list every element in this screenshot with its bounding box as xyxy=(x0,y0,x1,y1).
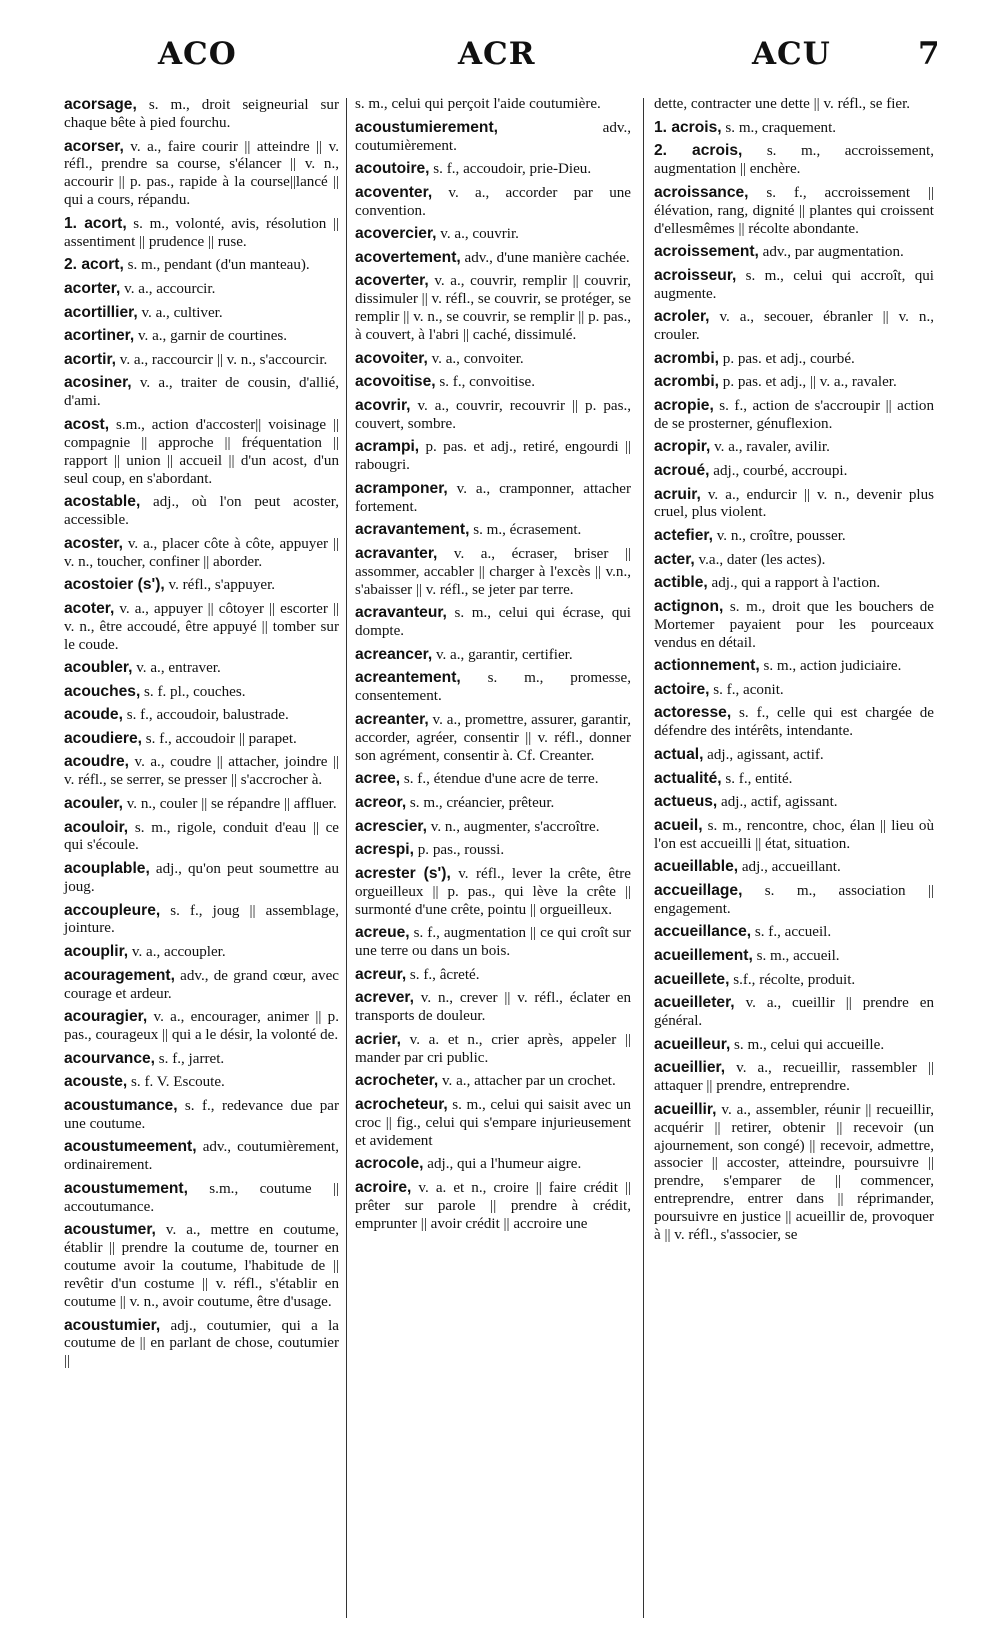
dictionary-entry xyxy=(64,967,339,1004)
dictionary-entry xyxy=(355,865,631,920)
entry-headword: actignon, xyxy=(654,597,724,615)
entry-headword: acouragement, xyxy=(64,966,175,984)
dictionary-entry xyxy=(64,659,339,678)
entry-definition: v. a., secouer, ébranler || v. n., crouler. xyxy=(654,309,934,344)
entry-definition: s. f., augmentation || ce qui croît sur une terre ou dans un bois. xyxy=(355,925,631,960)
dictionary-entry xyxy=(654,657,934,676)
dictionary-entry xyxy=(654,397,934,434)
dictionary-entry xyxy=(64,1221,339,1312)
entry-definition: v. n., croître, pousser. xyxy=(712,528,846,545)
dictionary-entry xyxy=(64,819,339,856)
dictionary-entry xyxy=(355,1096,631,1151)
dictionary-entry xyxy=(654,350,934,369)
dictionary-entry xyxy=(654,858,934,877)
entry-headword: acorsage, xyxy=(64,96,137,113)
dictionary-entry xyxy=(654,793,934,812)
entry-headword: acoudre, xyxy=(64,753,129,771)
dictionary-entry xyxy=(64,943,339,962)
entry-headword: acrocheteur, xyxy=(355,1095,448,1113)
dictionary-entry xyxy=(355,1179,631,1234)
entry-headword: acropir, xyxy=(654,438,711,456)
right-guide-word: ACU xyxy=(752,36,831,72)
entry-headword: acoustumance, xyxy=(64,1096,178,1114)
entry-definition: v. a., traiter de cousin, d'allié, d'ami. xyxy=(64,375,339,410)
entry-definition: v. a., couvrir. xyxy=(436,226,519,243)
entry-definition: v. a., ravaler, avilir. xyxy=(710,439,830,456)
entry-headword: acouplable, xyxy=(64,860,150,878)
entry-headword: acoustumeement, xyxy=(64,1138,197,1156)
entry-definition: v. a., garantir, certifier. xyxy=(432,646,573,663)
entry-headword: acovertement, xyxy=(355,248,461,266)
entry-headword: acortiner, xyxy=(64,327,135,345)
entry-definition: s. f., redevance due par une coutume. xyxy=(64,1097,339,1132)
dictionary-entry xyxy=(355,438,631,475)
entry-definition: v. a., promettre, assurer, garantir, accorder, agréer, consentir || v. réfl., donner son agrément, consentir à. Cf. Creanter. xyxy=(355,711,631,764)
entry-headword: actueus, xyxy=(654,793,718,811)
entry-headword: acoster, xyxy=(64,534,123,552)
entry-definition: s. m., droit que les bouchers de Mortemer payaient pour les pourceaux vendus en détail. xyxy=(654,598,934,651)
entry-definition: adv., coutumièrement, ordinairement. xyxy=(64,1139,339,1174)
entry-headword: acovrir, xyxy=(355,396,411,414)
entry-headword: acravantement, xyxy=(355,521,470,539)
entry-definition: s. m., celui qui saisit avec un croc || fig., celui qui s'empare injurieusement et avidement xyxy=(355,1096,631,1149)
page-header xyxy=(0,36,1000,86)
entry-headword: acruir, xyxy=(654,485,701,503)
entry-headword: acree, xyxy=(355,770,401,788)
entry-headword: acovoiter, xyxy=(355,349,428,367)
dictionary-entry xyxy=(654,1036,934,1055)
dictionary-entry xyxy=(654,882,934,919)
entry-headword: acreor, xyxy=(355,793,407,811)
dictionary-entry xyxy=(355,966,631,985)
dictionary-entry xyxy=(654,1101,934,1245)
entry-headword: acueilleur, xyxy=(654,1035,731,1053)
entry-definition: s. m., celui qui écrase, qui dompte. xyxy=(355,605,631,640)
entry-headword: 1. acort, xyxy=(64,214,127,232)
entry-headword: acortillier, xyxy=(64,303,138,321)
entry-definition: v. a., placer côte à côte, appuyer || v. n., toucher, confiner || aborder. xyxy=(64,535,339,570)
entry-definition: v. a., encourager, animer || p. pas., courageux || qui a le désir, la volonté de. xyxy=(64,1009,339,1044)
dictionary-entry xyxy=(654,308,934,345)
entry-headword: acueillir, xyxy=(654,1100,717,1118)
dictionary-entry xyxy=(654,817,934,854)
entry-definition: v. a. et n., crier après, appeler || mander par cri public. xyxy=(355,1031,631,1066)
dictionary-entry xyxy=(64,1180,339,1217)
dictionary-entry xyxy=(355,350,631,369)
entry-headword: acravanteur, xyxy=(355,604,447,622)
dictionary-entry xyxy=(355,794,631,813)
dictionary-entry xyxy=(64,304,339,323)
entry-headword: 2. acrois, xyxy=(654,142,743,160)
entry-definition: adv., par augmentation. xyxy=(758,244,904,261)
dictionary-entry xyxy=(64,1050,339,1069)
dictionary-entry xyxy=(355,841,631,860)
dictionary-entry xyxy=(64,1097,339,1134)
entry-headword: acoter, xyxy=(64,599,115,617)
entry-definition: s. f., accroissement || élévation, rang, dignité || plantes qui croissent d'ellesmêmes || récolte abondante. xyxy=(654,184,934,237)
entry-headword: acrombi, xyxy=(654,349,719,367)
entry-definition: v. réfl., lever la crête, être orgueilleux || p. pas., qui lève la crête || surmonté d'une crête, pointu || orgueilleux. xyxy=(355,865,632,918)
dictionary-entry xyxy=(355,669,631,706)
entry-headword: acueillable, xyxy=(654,858,739,876)
entry-definition: adj., accueillant. xyxy=(738,859,841,876)
entry-headword: 2. acort, xyxy=(64,256,124,274)
dictionary-entry xyxy=(654,527,934,546)
entry-definition: s. f., entité. xyxy=(721,770,793,787)
entry-definition: v. a., couvrir, remplir || couvrir, dissimuler || v. réfl., se couvrir, se protéger, se remplir || v. n., se couvrir, se remplir || p. pas., à couvert, à l'abri || caché, dissimulé. xyxy=(355,273,631,344)
dictionary-entry xyxy=(64,351,339,370)
dictionary-entry xyxy=(64,683,339,702)
entry-headword: acueilleter, xyxy=(654,994,735,1012)
entry-headword: acoustumement, xyxy=(64,1179,188,1197)
dictionary-entry xyxy=(64,1073,339,1092)
entry-headword: actible, xyxy=(654,574,708,592)
entry-definition: v. a., appuyer || côtoyer || escorter || v. n., être accoudé, être appuyé || tomber sur le coude. xyxy=(64,600,339,653)
entry-definition: s. m., droit seigneurial sur chaque bête à pied fourchu. xyxy=(64,97,339,131)
dictionary-entry xyxy=(654,704,934,741)
entry-definition: adj., actif, agissant. xyxy=(717,794,838,811)
entry-headword: acovercier, xyxy=(355,225,437,243)
column-rule-right xyxy=(643,98,644,1618)
left-column xyxy=(64,96,339,1371)
dictionary-entry xyxy=(64,138,339,211)
entry-definition: adj., qui a l'humeur aigre. xyxy=(423,1156,582,1173)
entry-definition: adj., courbé, accroupi. xyxy=(709,462,848,479)
entry-headword: acoverter, xyxy=(355,272,429,290)
dictionary-entry xyxy=(355,1155,631,1174)
entry-definition: dette, contracter une dette || v. réfl., se fier. xyxy=(654,96,911,112)
dictionary-entry xyxy=(654,681,934,700)
entry-headword: acoustumierement, xyxy=(355,118,498,136)
entry-headword: acravanter, xyxy=(355,544,438,562)
dictionary-entry xyxy=(654,486,934,523)
entry-definition: s. f., aconit. xyxy=(709,681,784,698)
page-number: 7 xyxy=(918,36,941,72)
entry-headword: accueillance, xyxy=(654,923,752,941)
column-rule-left xyxy=(346,98,347,1618)
entry-definition: v. a., accourcir. xyxy=(120,280,216,297)
dictionary-entry xyxy=(355,770,631,789)
entry-headword: acouches, xyxy=(64,682,141,700)
entry-definition: adj., où l'on peut acoster, accessible. xyxy=(64,494,339,528)
entry-definition: v. n., augmenter, s'accroître. xyxy=(426,818,600,835)
entry-definition: s. m., accroissement, augmentation || enchère. xyxy=(654,143,934,178)
entry-definition: s. m., volonté, avis, résolution || assentiment || prudence || ruse. xyxy=(64,215,339,250)
dictionary-entry xyxy=(654,142,934,179)
dictionary-entry xyxy=(355,818,631,837)
middle-column xyxy=(355,96,631,1234)
entry-definition: v.a., dater (les actes). xyxy=(694,551,826,568)
dictionary-entry xyxy=(355,119,631,156)
entry-headword: accoupleure, xyxy=(64,901,161,919)
entry-definition: s. m., pendant (d'un manteau). xyxy=(123,257,310,274)
entry-definition: v. a., garnir de courtines. xyxy=(134,328,288,345)
entry-headword: acouler, xyxy=(64,794,123,812)
entry-definition: v. a., recueillir, rassembler || attaquer || prendre, entreprendre. xyxy=(654,1060,934,1095)
dictionary-entry xyxy=(64,1138,339,1175)
dictionary-entry xyxy=(64,576,339,595)
entry-headword: actualité, xyxy=(654,769,722,787)
entry-headword: accueillage, xyxy=(654,881,743,899)
right-column xyxy=(654,96,934,1245)
dictionary-entry xyxy=(654,770,934,789)
entry-headword: acoudiere, xyxy=(64,729,142,747)
entry-headword: acoventer, xyxy=(355,183,433,201)
entry-headword: acoubler, xyxy=(64,659,133,677)
dictionary-entry xyxy=(64,96,339,133)
entry-definition: v. n., crever || v. réfl., éclater en transports de douleur. xyxy=(355,990,631,1025)
entry-definition: s. m., action judiciaire. xyxy=(759,658,902,675)
entry-definition: adv., de grand cœur, avec courage et ardeur. xyxy=(64,967,339,1002)
dictionary-entry xyxy=(355,397,631,434)
center-guide-word: ACR xyxy=(458,36,536,72)
left-guide-word: ACO xyxy=(158,36,237,72)
entry-definition: adj., agissant, actif. xyxy=(703,746,824,763)
entry-definition: s.m., action d'accoster|| voisinage || compagnie || approche || fréquentation || rapport || union || accueil || d'un acost, d'un seul coup, en s'abordant. xyxy=(64,416,339,487)
dictionary-entry xyxy=(355,646,631,665)
dictionary-entry xyxy=(355,1072,631,1091)
entry-headword: acreantement, xyxy=(355,669,461,687)
entry-definition: v. a., mettre en coutume, établir || prendre la coutume de, tourner en coutume avoir la coutume, l'habitude de || revêtir d'un costume || v. réfl., s'établir en coutume || v. n., avoir coutume, être d'usage. xyxy=(64,1222,339,1310)
entry-definition: s. m., écrasement. xyxy=(469,522,582,539)
dictionary-entry xyxy=(64,795,339,814)
entry-definition: s. f., accoudoir || parapet. xyxy=(142,730,297,747)
entry-headword: acreur, xyxy=(355,965,407,983)
dictionary-entry xyxy=(654,96,934,114)
entry-definition: v. réfl., s'appuyer. xyxy=(164,577,276,594)
entry-headword: acourvance, xyxy=(64,1049,156,1067)
entry-headword: actefier, xyxy=(654,527,713,545)
entry-definition: s. m., association || engagement. xyxy=(654,882,934,917)
dictionary-entry xyxy=(654,438,934,457)
entry-headword: acrester (s'), xyxy=(355,864,451,882)
dictionary-entry xyxy=(64,1008,339,1045)
dictionary-entry xyxy=(64,374,339,411)
entry-definition: s. f., action de s'accroupir || action de se prosterner, génuflexion. xyxy=(654,397,934,432)
entry-headword: acramponer, xyxy=(355,479,448,497)
dictionary-entry xyxy=(64,902,339,939)
entry-definition: s.f., récolte, produit. xyxy=(729,971,856,988)
entry-definition: adj., qu'on peut soumettre au joug. xyxy=(64,861,339,895)
entry-headword: acoutoire, xyxy=(355,160,430,178)
dictionary-entry xyxy=(654,267,934,304)
dictionary-entry xyxy=(654,373,934,392)
entry-headword: acouplir, xyxy=(64,943,129,961)
entry-headword: acroisseur, xyxy=(654,266,737,284)
entry-headword: acouste, xyxy=(64,1073,128,1091)
entry-definition: v. a., cueillir || prendre en général. xyxy=(654,995,934,1029)
entry-definition: v. a., cultiver. xyxy=(137,304,223,321)
entry-headword: acoustumer, xyxy=(64,1221,156,1239)
entry-definition: s. f., étendue d'une acre de terre. xyxy=(400,771,599,788)
entry-definition: adv., coutumièrement. xyxy=(355,119,631,154)
entry-headword: acorser, xyxy=(64,137,124,155)
dictionary-entry xyxy=(64,600,339,655)
entry-definition: p. pas. et adj., retiré, engourdi || rabougri. xyxy=(355,439,631,474)
dictionary-entry xyxy=(64,535,339,572)
entry-headword: actoire, xyxy=(654,680,710,698)
entry-headword: acrampi, xyxy=(355,438,420,456)
dictionary-entry xyxy=(654,243,934,262)
dictionary-entry xyxy=(64,706,339,725)
entry-definition: s. m., accueil. xyxy=(752,947,840,964)
entry-definition: v. a., accorder par une convention. xyxy=(355,184,631,219)
dictionary-entry xyxy=(64,753,339,790)
entry-definition: s. m., craquement. xyxy=(721,119,837,136)
entry-definition: v. a. et n., croire || faire crédit || prêter sur parole || prendre à crédit, emprunter || avoir crédit || accroire une xyxy=(355,1179,631,1232)
dictionary-entry xyxy=(654,947,934,966)
entry-headword: acostable, xyxy=(64,493,141,511)
dictionary-entry xyxy=(355,521,631,540)
dictionary-entry xyxy=(64,1317,339,1372)
dictionary-entry xyxy=(654,184,934,239)
entry-definition: s. m., rigole, conduit d'eau || ce qui s'écoule. xyxy=(64,819,339,854)
entry-definition: s. m., créancier, prêteur. xyxy=(406,794,555,811)
dictionary-entry xyxy=(654,746,934,765)
entry-definition: v. a., faire courir || atteindre || v. réfl., prendre sa course, s'élancer || v. n., accourir || p. pas., rapide à la course||lancé || qui a cours, répandu. xyxy=(64,138,339,209)
entry-headword: acroissement, xyxy=(654,243,759,261)
entry-definition: v. a., assembler, réunir || recueillir, acquérir || retirer, obtenir || recevoir (un ajournement, son congé) || recevoir, admettre, associer || accoster, atteindre, poursuivre || prendre, s'emparer de || commencer, entreprendre, entrer dans || réprimander, poursuivre en justice || acueillir de, provoquer à || v. réfl., s'associer, se xyxy=(654,1101,934,1244)
entry-definition: s. m., celui qui accroît, qui augmente. xyxy=(654,267,934,302)
entry-headword: acouragier, xyxy=(64,1008,148,1026)
entry-definition: v. a., couvrir, recouvrir || p. pas., couvert, sombre. xyxy=(355,397,631,432)
dictionary-entry xyxy=(355,924,631,961)
entry-headword: acoustumier, xyxy=(64,1316,161,1334)
dictionary-entry xyxy=(355,604,631,641)
entry-headword: acter, xyxy=(654,550,695,568)
entry-headword: acroissance, xyxy=(654,183,749,201)
entry-headword: acrombi, xyxy=(654,373,719,391)
entry-definition: s.m., coutume || accoutumance. xyxy=(64,1180,339,1215)
entry-definition: v. a., attacher par un crochet. xyxy=(438,1073,616,1090)
entry-headword: acroué, xyxy=(654,461,710,479)
entry-headword: acouloir, xyxy=(64,818,129,836)
dictionary-entry xyxy=(355,373,631,392)
dictionary-entry xyxy=(654,574,934,593)
entry-definition: v. a., entraver. xyxy=(132,660,221,677)
entry-headword: acueillete, xyxy=(654,970,730,988)
entry-headword: acrier, xyxy=(355,1030,401,1048)
entry-definition: adj., qui a rapport à l'action. xyxy=(707,575,881,592)
dictionary-entry xyxy=(355,1031,631,1068)
dictionary-entry xyxy=(64,215,339,252)
dictionary-entry xyxy=(654,1059,934,1096)
dictionary-entry xyxy=(64,280,339,299)
entry-definition: s. f., accueil. xyxy=(751,924,832,941)
entry-definition: s. f. V. Escoute. xyxy=(127,1074,225,1091)
entry-definition: s. f., jarret. xyxy=(155,1050,225,1067)
entry-headword: actual, xyxy=(654,745,704,763)
entry-definition: p. pas., roussi. xyxy=(413,842,505,859)
entry-definition: v. a., écraser, briser || assommer, accabler || charger à l'excès || v.n., s'abaisser || v. réfl., se jeter par terre. xyxy=(355,545,631,598)
entry-definition: v. a., convoiter. xyxy=(427,350,524,367)
entry-headword: acovoitise, xyxy=(355,373,436,391)
entry-definition: p. pas. et adj., courbé. xyxy=(719,350,855,367)
dictionary-entry xyxy=(654,971,934,990)
entry-headword: acueillier, xyxy=(654,1059,726,1077)
dictionary-entry xyxy=(64,860,339,897)
entry-headword: acrescier, xyxy=(355,817,427,835)
entry-definition: s. f. pl., couches. xyxy=(140,683,246,700)
entry-headword: acreancer, xyxy=(355,645,433,663)
entry-headword: acorter, xyxy=(64,279,121,297)
entry-headword: 1. acrois, xyxy=(654,118,722,136)
entry-definition: adv., d'une manière cachée. xyxy=(460,249,630,266)
entry-headword: acrever, xyxy=(355,989,414,1007)
entry-headword: acrespi, xyxy=(355,841,414,859)
entry-definition: v. a., cramponner, attacher fortement. xyxy=(355,480,631,515)
dictionary-entry xyxy=(654,119,934,138)
entry-headword: acrocheter, xyxy=(355,1072,439,1090)
entry-headword: acrocole, xyxy=(355,1155,424,1173)
entry-definition: adj., coutumier, qui a la coutume de || en parlant de chose, coutumier || xyxy=(64,1317,339,1370)
dictionary-entry xyxy=(355,545,631,600)
dictionary-entry xyxy=(654,598,934,653)
dictionary-entry xyxy=(64,730,339,749)
dictionary-entry xyxy=(64,327,339,346)
entry-headword: acostoier (s'), xyxy=(64,576,165,594)
entry-headword: acreanter, xyxy=(355,710,429,728)
entry-headword: acroire, xyxy=(355,1178,412,1196)
entry-definition: s. f., âcreté. xyxy=(406,966,480,983)
entry-definition: s. m., celui qui perçoit l'aide coutumière. xyxy=(355,96,601,112)
entry-definition: s. m., celui qui accueille. xyxy=(730,1036,885,1053)
entry-definition: s. m., promesse, consentement. xyxy=(355,670,631,705)
entry-definition: v. a., accoupler. xyxy=(128,944,226,961)
dictionary-entry xyxy=(355,160,631,179)
entry-headword: acosiner, xyxy=(64,374,132,392)
entry-headword: actionnement, xyxy=(654,657,760,675)
entry-definition: s. m., rencontre, choc, élan || lieu où l'on est accueilli || état, situation. xyxy=(654,817,934,852)
entry-definition: p. pas. et adj., || v. a., ravaler. xyxy=(719,374,897,391)
dictionary-entry xyxy=(654,551,934,570)
entry-headword: acreue, xyxy=(355,924,410,942)
entry-headword: acueillement, xyxy=(654,946,753,964)
entry-definition: s. f., accoudoir, balustrade. xyxy=(122,707,289,724)
entry-definition: s. f., accoudoir, prie-Dieu. xyxy=(429,161,592,178)
entry-headword: acroler, xyxy=(654,308,710,326)
dictionary-entry xyxy=(64,416,339,489)
dictionary-entry xyxy=(355,711,631,766)
dictionary-entry xyxy=(355,272,631,345)
dictionary-entry xyxy=(355,480,631,517)
entry-definition: v. n., couler || se répandre || affluer. xyxy=(122,795,337,812)
dictionary-entry xyxy=(654,994,934,1031)
entry-definition: v. a., coudre || attacher, joindre || v. réfl., se serrer, se presser || s'accrocher à. xyxy=(64,754,339,789)
entry-headword: acueil, xyxy=(654,816,703,834)
entry-definition: s. f., celle qui est chargée de défendre des intérêts, intendante. xyxy=(654,705,934,740)
entry-definition: v. a., endurcir || v. n., devenir plus cruel, plus violent. xyxy=(654,486,934,521)
dictionary-entry xyxy=(355,249,631,268)
entry-headword: acortir, xyxy=(64,350,117,368)
dictionary-entry xyxy=(64,493,339,530)
dictionary-entry xyxy=(64,256,339,275)
entry-headword: acost, xyxy=(64,415,110,433)
entry-headword: acropie, xyxy=(654,396,714,414)
entry-headword: acoude, xyxy=(64,706,123,724)
dictionary-entry xyxy=(355,184,631,221)
dictionary-entry xyxy=(355,225,631,244)
entry-definition: s. f., convoitise. xyxy=(435,374,535,391)
entry-definition: s. f., joug || assemblage, jointure. xyxy=(64,902,339,937)
entry-definition: v. a., raccourcir || v. n., s'accourcir. xyxy=(116,351,328,368)
dictionary-entry xyxy=(355,96,631,114)
entry-headword: actoresse, xyxy=(654,704,732,722)
dictionary-entry xyxy=(355,989,631,1026)
dictionary-entry xyxy=(654,462,934,481)
dictionary-entry xyxy=(654,923,934,942)
